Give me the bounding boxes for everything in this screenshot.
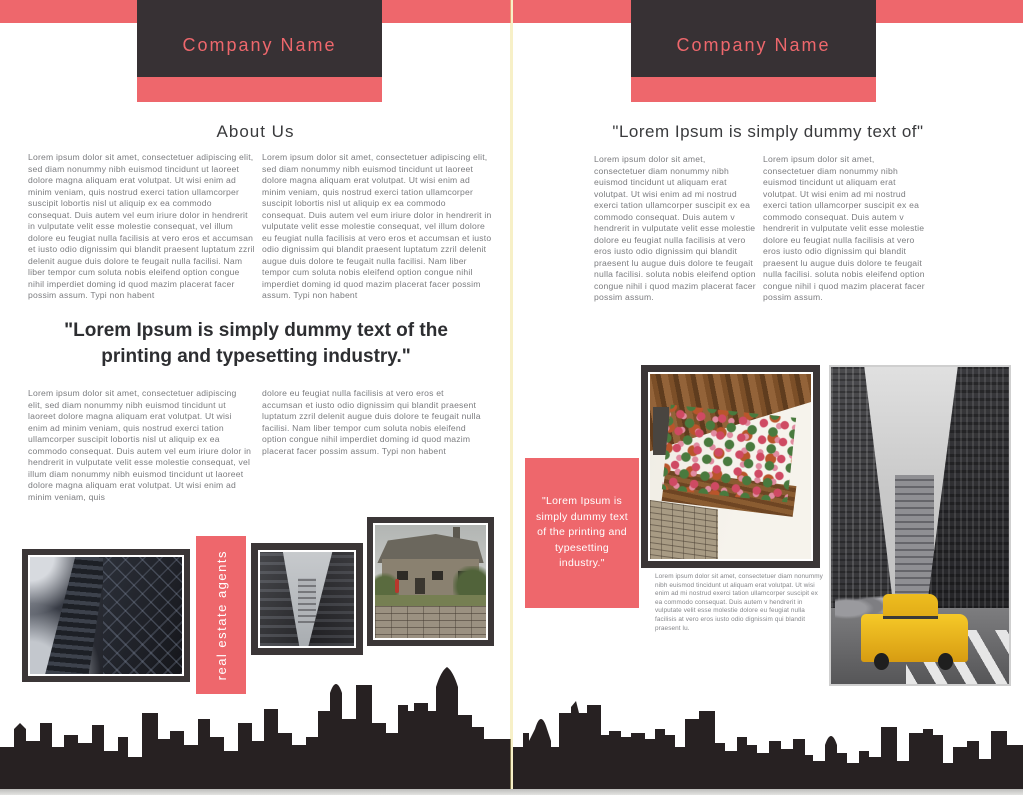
photo-caption: Lorem ipsum dolor sit amet, consectetuer diam nonummy nibh euismod tincidunt ut aliquam erat volutpat. Ut wisi enim ad mi nostrud exerci tation ullamcorper suscipit ex ea commodo consequat. Duis autem v hendrerit in vulputate velit esse molestie dolore eu feugiat nulla facilisis at vero eros iusto odio dignissim qui blandit praesent lu. [655,573,823,632]
photo-shape [662,405,796,503]
taxi-street-photo [829,365,1011,686]
cottage-photo-image [375,525,486,638]
flower-balcony-image [650,374,811,559]
photo-shape [375,595,486,606]
photo-shape [298,578,317,623]
right-column-2: Lorem ipsum dolor sit amet, consectetuer diam nonummy nibh euismod tincidunt ut aliquam erat volutpat. Ut wisi enim ad mi nostrud exerci tation ullamcorper suscipit ex ea commodo consequat. Duis autem v hendrerit in vulputate velit esse molestie dolore eu feugiat nulla facilisis at vero eros iusto odio dignissim qui blandit praesent lu augue duis dolore te feugait nulla facilisi. soluta nobis eleifend option congue nihil i quod mazim placerat facer possim assum. [763,154,925,302]
quote-heading: "Lorem Ipsum is simply dummy text of the printing and typesetting industry." [64,320,448,367]
right-column-1: Lorem ipsum dolor sit amet, consectetuer diam nonummy nibh euismod tincidunt ut aliquam erat volutpat. Ut wisi enim ad mi nostrud exerci tation ullamcorper suscipit ex ea commodo consequat. Duis autem v hendrerit in vulputate velit esse molestie dolore eu feugiat nulla facilisis at vero eros iusto odio dignissim qui blandit praesent lu augue duis dolore te feugait nulla facilisi. soluta nobis eleifend option congue nihil i quod mazim placerat facer possim assum. [594,154,756,302]
photo-shape [395,579,399,593]
photo-shape [650,500,718,559]
header-accent-strip [137,77,382,102]
about-us-title: About Us [216,122,295,141]
photo-shape [883,594,939,619]
buildings-photo-image [260,552,354,646]
company-name: Company Name [676,35,831,55]
yellow-taxi-shape [861,614,968,662]
body-column-2: dolore eu feugiat nulla facilisis at vero eros et accumsan et iusto odio dignissim qui blandit praesent luptatum zzril delenit augue duis dolore te feugait nulla facilisi. Nam liber tempor cum soluta nobis eleifend option congue nihil imperdiet doming id quod mazim placerat facer possim assum. Typi non habent [262,388,481,456]
intro-column-2: Lorem ipsum dolor sit amet, consectetuer adipiscing elit, sed diam nonummy nibh euismod tincidunt ut laoreet dolore magna aliquam erat volutpat. Ut wisi enim ad minim veniam, quis nostrud exerci tation ullamcorper suscipit lobortis nisl ut aliquip ex ea commodo consequat. Duis autem vel eum iriure dolor in hendrerit in vulputate velit esse molestie consequat, vel illum dolore eu feugiat nulla facilisis at vero eros et accumsan et iusto odio dignissim qui blandit praesent luptatum zzril delenit augue duis dolore te feugait nulla facilisi. Nam liber tempor cum soluta nobis eleifend option congue nihil imperdiet doming id quod mazim placerat facer possim assum. Typi non habent [262,152,492,300]
page-fold-divider [510,0,513,789]
page-left [0,0,511,795]
company-header-box [631,0,876,77]
cottage-photo [367,517,494,646]
page-bottom-edge [0,789,1023,795]
skyscraper-photo [22,549,190,682]
quote-box-text: "Lorem Ipsum is simply dummy text of the printing and typesetting industry." [535,495,629,570]
page-right [513,0,1023,795]
skyscraper-photo-image [30,557,182,674]
company-header-box [137,0,382,77]
buildings-photo [251,543,363,655]
photo-shape [375,606,486,638]
quote-title: "Lorem Ipsum is simply dummy text of" [612,122,924,141]
body-column-1: Lorem ipsum dolor sit amet, consectetuer adipiscing elit, sed diam nonummy nibh euismod tincidunt ut laoreet dolore magna aliquam erat volutpat. Ut wisi enim ad minim veniam, quis nostrud exerci tation ullamcorper suscipit lobortis nisl ut aliquip ex ea commodo consequat. Duis autem vel eum iriure dolor in hendrerit in vulputate velit esse molestie consequat, vel illum diam nonummy nibh euismod tincidunt ut laoreet dolore magna aliquam erat volutpat. Ut wisi enim ad minim veniam, quis [28,388,252,502]
city-skyline-silhouette-left [0,667,511,789]
quote-box [525,458,639,608]
city-skyline-silhouette-right [513,671,1023,789]
header-accent-strip [631,77,876,102]
flower-balcony-photo [641,365,820,568]
intro-column-1: Lorem ipsum dolor sit amet, consectetuer adipiscing elit, sed diam nonummy nibh euismod tincidunt ut laoreet dolore magna aliquam erat volutpat. Ut wisi enim ad minim veniam, quis nostrud exerci tation ullamcorper suscipit lobortis nisl ut aliquip ex ea commodo consequat. Duis autem vel eum iriure dolor in hendrerit in vulputate velit esse molestie consequat, vel illum dolore eu feugiat nulla facilisis at vero eros et accumsan et iusto odio dignissim qui blandit praesent luptatum zzril delenit augue duis dolore te feugait nulla facilisi. Nam liber tempor cum soluta nobis eleifend option congue nihil imperdiet doming id quod mazim placerat facer possim assum. Typi non habent [28,152,255,300]
taxi-street-image [831,367,1009,684]
photo-shape [103,557,182,674]
vertical-label-text: real estate agents [213,549,229,681]
company-name: Company Name [182,35,337,55]
